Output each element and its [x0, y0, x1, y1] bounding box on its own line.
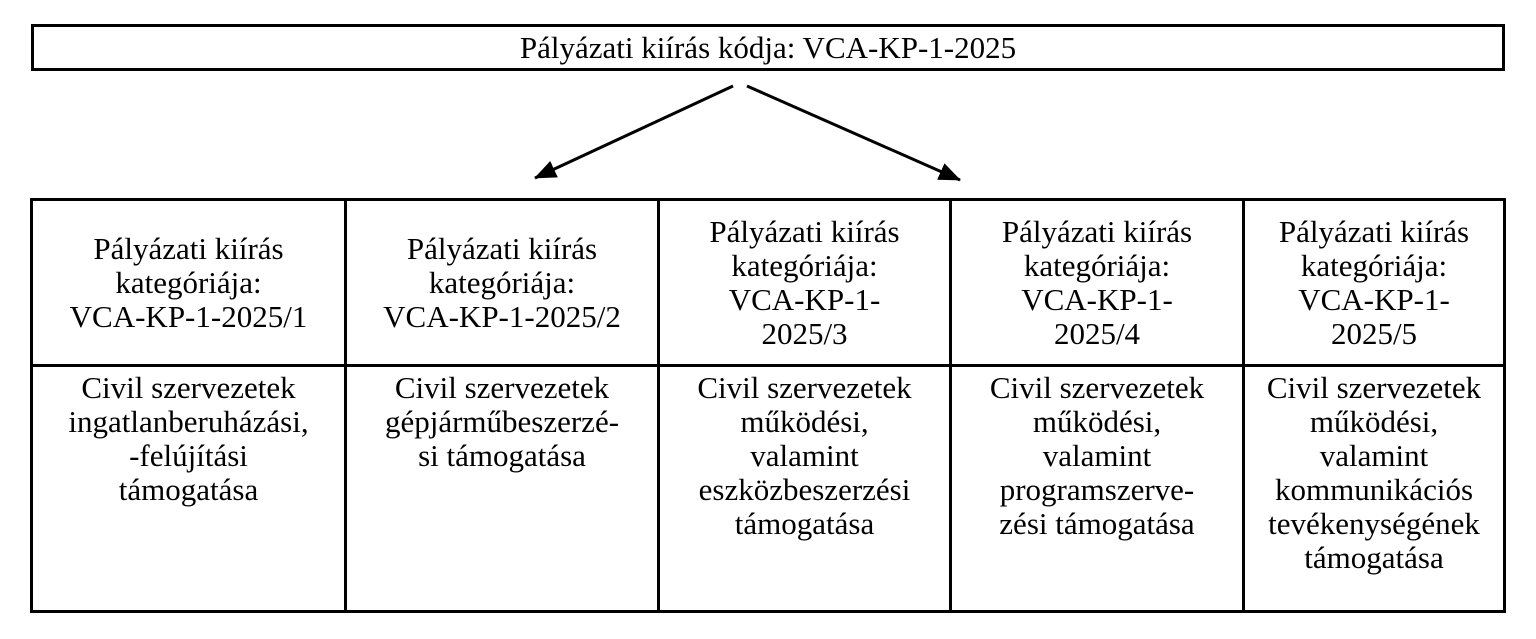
category-desc-line: eszközbeszerzési	[698, 472, 911, 507]
category-head-line: kategóriája:	[115, 264, 262, 300]
category-head-line: VCA-KP-1-	[728, 281, 881, 317]
arrow-left	[535, 86, 733, 178]
call-code-box	[31, 24, 1505, 71]
categories-table	[30, 198, 1506, 613]
category-desc-line: Civil szervezetek	[697, 370, 912, 405]
category-desc-line: valamint	[750, 438, 859, 473]
category-desc-1	[33, 367, 347, 610]
category-head-3	[660, 201, 952, 367]
category-head-line: 2025/4	[1053, 315, 1141, 351]
category-head-line: kategóriája:	[1023, 247, 1171, 283]
category-desc-line: támogatása	[1304, 540, 1444, 575]
category-desc-4	[952, 367, 1245, 610]
category-head-line: Pályázati kiírás	[709, 213, 900, 249]
category-head-line: kategóriája:	[1300, 247, 1448, 283]
category-desc-3	[660, 367, 952, 610]
category-head-line: Pályázati kiírás	[1001, 213, 1193, 249]
category-desc-line: gépjárműbeszerzé-	[384, 404, 620, 439]
category-desc-line: ingatlanberuházási,	[68, 404, 309, 439]
category-head-1	[33, 201, 347, 367]
category-head-4	[952, 201, 1245, 367]
category-desc-line: Civil szervezetek	[81, 370, 296, 405]
category-desc-line: -felújítási	[129, 438, 248, 473]
category-head-line: Pályázati kiírás	[1278, 213, 1470, 249]
call-code-text: Pályázati kiírás kódja: VCA-KP-1-2025	[519, 30, 1017, 65]
category-head-line: VCA-KP-1-	[1298, 281, 1450, 317]
category-desc-line: zési támogatása	[999, 506, 1195, 541]
category-desc-line: Civil szervezetek	[394, 370, 610, 405]
arrow-right	[747, 86, 960, 180]
category-desc-line: támogatása	[734, 506, 875, 541]
category-desc-line: programszerve-	[999, 472, 1195, 507]
category-head-line: Pályázati kiírás	[406, 230, 598, 266]
category-head-line: VCA-KP-1-2025/1	[69, 298, 308, 334]
category-desc-line: tevékenységének	[1268, 506, 1480, 541]
category-desc-line: valamint	[1319, 438, 1429, 473]
category-head-line: Pályázati kiírás	[93, 230, 284, 266]
category-desc-line: Civil szervezetek	[989, 370, 1205, 405]
category-head-5	[1245, 201, 1503, 367]
category-desc-line: valamint	[1042, 438, 1152, 473]
category-desc-line: működési,	[740, 404, 869, 439]
category-head-line: 2025/5	[1330, 315, 1418, 351]
category-head-line: VCA-KP-1-2025/2	[383, 298, 621, 334]
category-desc-2	[347, 367, 660, 610]
category-desc-line: si támogatása	[418, 438, 586, 473]
category-head-line: kategóriája:	[428, 264, 576, 300]
category-desc-line: Civil szervezetek	[1266, 370, 1482, 405]
category-head-line: kategóriája:	[731, 247, 878, 283]
category-desc-line: támogatása	[118, 472, 259, 507]
category-desc-line: kommunikációs	[1274, 472, 1474, 507]
category-head-line: VCA-KP-1-	[1021, 281, 1173, 317]
category-desc-line: működési,	[1309, 404, 1439, 439]
category-head-line: 2025/3	[761, 315, 848, 351]
category-head-2	[347, 201, 660, 367]
category-desc-5	[1245, 367, 1503, 610]
category-desc-line: működési,	[1032, 404, 1162, 439]
